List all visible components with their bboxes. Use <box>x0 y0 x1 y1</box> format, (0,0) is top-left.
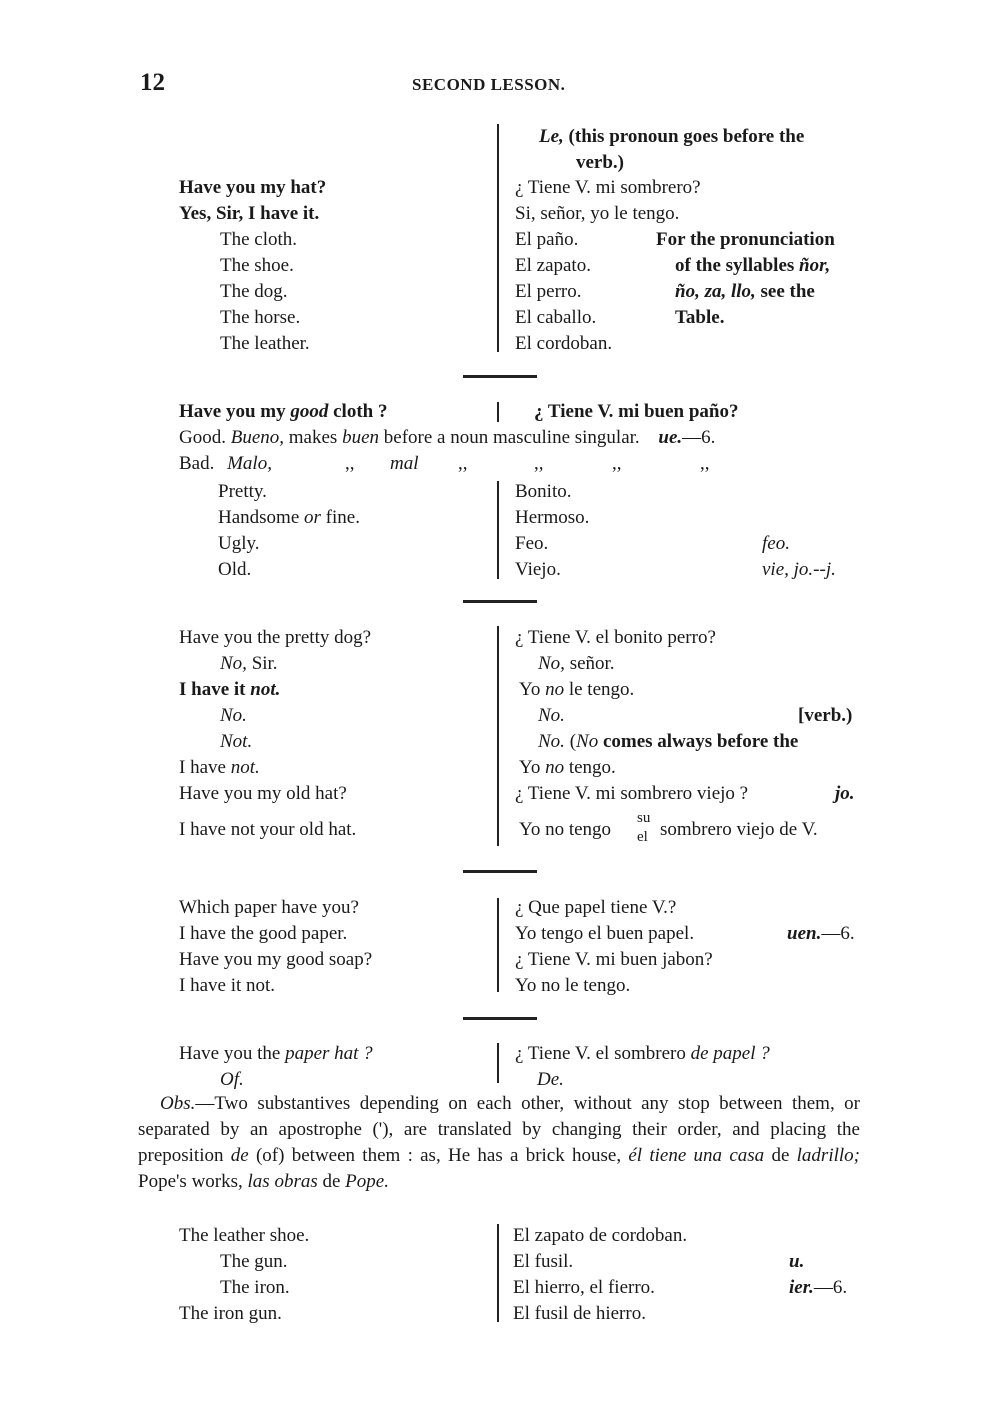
ditto-mark: ,, <box>700 453 710 474</box>
english-phrase: Pretty. <box>218 481 267 502</box>
spanish-phrase: Hermoso. <box>515 507 590 528</box>
english-phrase: Have you the paper hat ? <box>179 1043 373 1064</box>
english-phrase: The iron. <box>220 1277 290 1298</box>
english-phrase: Ugly. <box>218 533 260 554</box>
pronunciation-note: Table. <box>675 307 725 328</box>
english-phrase: Which paper have you? <box>179 897 359 918</box>
le-line: Le, (this pronoun goes before the <box>539 126 805 147</box>
bad-rule-label: Bad. Malo, <box>179 453 272 474</box>
pronunciation-note: For the pronunciation <box>656 229 835 250</box>
english-phrase: Have you my good soap? <box>179 949 373 970</box>
column-divider <box>497 124 499 352</box>
pronunciation-note: ño, za, llo, see the <box>675 281 815 302</box>
spanish-phrase: ¿ Tiene V. mi buen jabon? <box>515 949 713 970</box>
column-divider <box>497 626 499 846</box>
ditto-mark: ,, <box>458 453 468 474</box>
spanish-phrase: ¿ Tiene V. mi buen paño? <box>534 401 739 422</box>
alternative-su: su <box>637 810 651 826</box>
english-phrase: Old. <box>218 559 252 580</box>
spanish-phrase: El fusil. <box>513 1251 574 1272</box>
column-divider <box>497 402 499 422</box>
pronunciation-note: jo. <box>835 783 855 804</box>
spanish-phrase: ¿ Tiene V. mi sombrero? <box>515 177 701 198</box>
english-phrase: Have you my good cloth ? <box>179 401 388 422</box>
spanish-phrase: Si, señor, yo le tengo. <box>515 203 680 224</box>
english-phrase: Handsome or fine. <box>218 507 360 528</box>
pronunciation-note: u. <box>789 1251 805 1272</box>
spanish-phrase: El zapato de cordoban. <box>513 1225 688 1246</box>
english-phrase: I have the good paper. <box>179 923 348 944</box>
english-phrase: Yes, Sir, I have it. <box>179 203 320 224</box>
spanish-phrase: ¿ Tiene V. el bonito perro? <box>515 627 716 648</box>
column-divider <box>497 1224 499 1322</box>
spanish-phrase: No, señor. <box>538 653 615 674</box>
section-rule <box>463 375 537 378</box>
english-phrase: The shoe. <box>220 255 294 276</box>
section-rule <box>463 1017 537 1020</box>
column-divider <box>497 481 499 579</box>
spanish-phrase: Yo no le tengo. <box>519 679 635 700</box>
english-phrase: Have you my old hat? <box>179 783 347 804</box>
spanish-phrase-end: sombrero viejo de V. <box>660 819 818 840</box>
spanish-phrase: No. <box>538 705 565 726</box>
english-phrase: The horse. <box>220 307 301 328</box>
pronunciation-note: of the syllables ñor, <box>675 255 831 276</box>
spanish-phrase: No. (No comes always before the <box>538 731 799 752</box>
english-phrase: No. <box>220 705 247 726</box>
spanish-phrase: Viejo. <box>515 559 561 580</box>
spanish-phrase: Feo. <box>515 533 549 554</box>
spanish-phrase: El caballo. <box>515 307 597 328</box>
spanish-phrase: El paño. <box>515 229 579 250</box>
english-phrase: Have you my hat? <box>179 177 327 198</box>
le-line-2: verb.) <box>576 152 625 173</box>
spanish-phrase: Yo no tengo. <box>519 757 616 778</box>
running-title: SECOND LESSON. <box>412 75 566 94</box>
spanish-phrase: Yo tengo el buen papel. <box>515 923 695 944</box>
english-phrase: I have not. <box>179 757 260 778</box>
spanish-phrase: De. <box>537 1069 564 1090</box>
english-phrase: The dog. <box>220 281 288 302</box>
english-phrase: I have it not. <box>179 975 276 996</box>
bad-rule-form: mal <box>390 453 419 474</box>
english-phrase: I have it not. <box>179 679 281 700</box>
section-rule <box>463 870 537 873</box>
section-rule <box>463 600 537 603</box>
spanish-phrase: El perro. <box>515 281 582 302</box>
ditto-mark: ,, <box>345 453 355 474</box>
pronunciation-note: vie, jo.--j. <box>762 559 836 580</box>
spanish-phrase: ¿ Tiene V. mi sombrero viejo ? <box>515 783 749 804</box>
english-phrase: Not. <box>220 731 253 752</box>
english-phrase: Have you the pretty dog? <box>179 627 372 648</box>
spanish-phrase: ¿ Que papel tiene V.? <box>515 897 677 918</box>
spanish-phrase: Yo no tengo <box>519 819 612 840</box>
pronunciation-note: feo. <box>762 533 790 554</box>
pronunciation-note: ier.—6. <box>789 1277 848 1298</box>
english-phrase: The leather. <box>220 333 310 354</box>
ditto-mark: ,, <box>612 453 622 474</box>
spanish-phrase: El fusil de hierro. <box>513 1303 646 1324</box>
ditto-mark: ,, <box>534 453 544 474</box>
spanish-phrase: El cordoban. <box>515 333 613 354</box>
spanish-phrase: Bonito. <box>515 481 572 502</box>
spanish-phrase: El zapato. <box>515 255 591 276</box>
page-number: 12 <box>140 69 165 96</box>
english-phrase: Of. <box>220 1069 244 1090</box>
column-divider <box>497 898 499 992</box>
good-rule: Good. Bueno, makes buen before a noun masculine singular. ue.—6. <box>179 427 716 448</box>
spanish-phrase: Yo no le tengo. <box>515 975 631 996</box>
english-phrase: The cloth. <box>220 229 298 250</box>
pronunciation-note: uen.—6. <box>787 923 855 944</box>
english-phrase: I have not your old hat. <box>179 819 357 840</box>
english-phrase: The leather shoe. <box>179 1225 310 1246</box>
english-phrase: No, Sir. <box>220 653 278 674</box>
spanish-phrase: ¿ Tiene V. el sombrero de papel ? <box>515 1043 770 1064</box>
english-phrase: The iron gun. <box>179 1303 282 1324</box>
observation-paragraph: Obs.—Two substantives depending on each other, without any stop between them, or separated by an apostrophe ('), are translated by changing their order, and placing the preposition de (of) between them : as, He has a brick house, él tiene una casa de ladrillo; Pope's works, las obras de Pope. <box>138 1093 860 1192</box>
alternative-el: el <box>637 829 648 845</box>
english-phrase: The gun. <box>220 1251 288 1272</box>
spanish-phrase: El hierro, el fierro. <box>513 1277 655 1298</box>
grammar-note: [verb.) <box>798 705 853 726</box>
column-divider <box>497 1043 499 1083</box>
